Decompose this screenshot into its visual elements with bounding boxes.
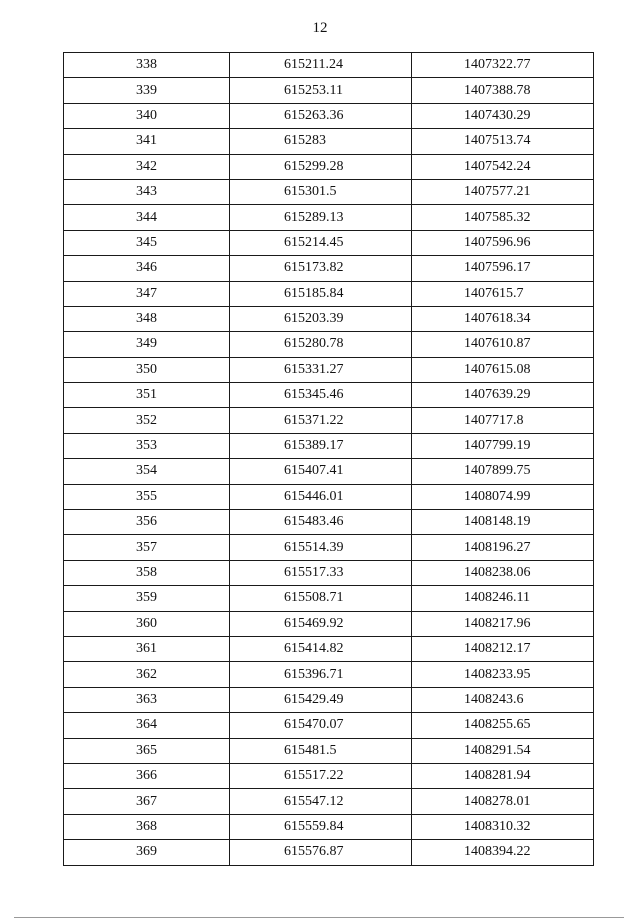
table-row	[64, 256, 594, 281]
point-number-cell: 367	[64, 789, 230, 814]
table-row	[64, 78, 594, 103]
table-row	[64, 636, 594, 661]
table-row	[64, 154, 594, 179]
y-coordinate-cell: 1407899.75	[412, 459, 594, 484]
table-row	[64, 662, 594, 687]
point-number-cell: 368	[64, 814, 230, 839]
point-number-cell: 358	[64, 560, 230, 585]
point-number-cell: 347	[64, 281, 230, 306]
y-coordinate-cell: 1408233.95	[412, 662, 594, 687]
y-coordinate-cell: 1407542.24	[412, 154, 594, 179]
point-number-cell: 344	[64, 205, 230, 230]
y-coordinate-cell: 1407596.17	[412, 256, 594, 281]
table-row	[64, 814, 594, 839]
x-coordinate-cell: 615289.13	[230, 205, 412, 230]
x-coordinate-cell: 615280.78	[230, 332, 412, 357]
x-coordinate-cell: 615331.27	[230, 357, 412, 382]
x-coordinate-cell: 615214.45	[230, 230, 412, 255]
x-coordinate-cell: 615429.49	[230, 687, 412, 712]
table-row	[64, 357, 594, 382]
x-coordinate-cell: 615481.5	[230, 738, 412, 763]
point-number-cell: 352	[64, 408, 230, 433]
x-coordinate-cell: 615517.33	[230, 560, 412, 585]
y-coordinate-cell: 1408291.54	[412, 738, 594, 763]
y-coordinate-cell: 1408217.96	[412, 611, 594, 636]
table-row	[64, 789, 594, 814]
y-coordinate-cell: 1407430.29	[412, 103, 594, 128]
x-coordinate-cell: 615508.71	[230, 586, 412, 611]
table-row	[64, 53, 594, 78]
x-coordinate-cell: 615407.41	[230, 459, 412, 484]
table-row	[64, 763, 594, 788]
table-row	[64, 738, 594, 763]
point-number-cell: 345	[64, 230, 230, 255]
y-coordinate-cell: 1408074.99	[412, 484, 594, 509]
y-coordinate-cell: 1408278.01	[412, 789, 594, 814]
y-coordinate-cell: 1408281.94	[412, 763, 594, 788]
y-coordinate-cell: 1407799.19	[412, 433, 594, 458]
table-row	[64, 459, 594, 484]
point-number-cell: 365	[64, 738, 230, 763]
point-number-cell: 343	[64, 179, 230, 204]
x-coordinate-cell: 615470.07	[230, 713, 412, 738]
y-coordinate-cell: 1408394.22	[412, 840, 594, 865]
x-coordinate-cell: 615173.82	[230, 256, 412, 281]
y-coordinate-cell: 1407388.78	[412, 78, 594, 103]
y-coordinate-cell: 1407610.87	[412, 332, 594, 357]
y-coordinate-cell: 1407322.77	[412, 53, 594, 78]
x-coordinate-cell: 615514.39	[230, 535, 412, 560]
table-row	[64, 230, 594, 255]
x-coordinate-cell: 615283	[230, 129, 412, 154]
point-number-cell: 354	[64, 459, 230, 484]
y-coordinate-cell: 1407615.7	[412, 281, 594, 306]
table-row	[64, 306, 594, 331]
x-coordinate-cell: 615301.5	[230, 179, 412, 204]
y-coordinate-cell: 1407639.29	[412, 383, 594, 408]
x-coordinate-cell: 615517.22	[230, 763, 412, 788]
point-number-cell: 357	[64, 535, 230, 560]
point-number-cell: 341	[64, 129, 230, 154]
x-coordinate-cell: 615345.46	[230, 383, 412, 408]
table-row	[64, 433, 594, 458]
point-number-cell: 340	[64, 103, 230, 128]
point-number-cell: 356	[64, 510, 230, 535]
x-coordinate-cell: 615483.46	[230, 510, 412, 535]
x-coordinate-cell: 615389.17	[230, 433, 412, 458]
table-row	[64, 611, 594, 636]
x-coordinate-cell: 615446.01	[230, 484, 412, 509]
x-coordinate-cell: 615414.82	[230, 636, 412, 661]
y-coordinate-cell: 1408310.32	[412, 814, 594, 839]
table-body	[64, 53, 594, 866]
y-coordinate-cell: 1407513.74	[412, 129, 594, 154]
x-coordinate-cell: 615299.28	[230, 154, 412, 179]
table-row	[64, 129, 594, 154]
x-coordinate-cell: 615253.11	[230, 78, 412, 103]
x-coordinate-cell: 615371.22	[230, 408, 412, 433]
table-row	[64, 510, 594, 535]
y-coordinate-cell: 1407596.96	[412, 230, 594, 255]
point-number-cell: 342	[64, 154, 230, 179]
table-row	[64, 332, 594, 357]
point-number-cell: 348	[64, 306, 230, 331]
table-row	[64, 840, 594, 865]
point-number-cell: 369	[64, 840, 230, 865]
page-number: 12	[312, 20, 328, 36]
table-row	[64, 687, 594, 712]
x-coordinate-cell: 615185.84	[230, 281, 412, 306]
point-number-cell: 360	[64, 611, 230, 636]
y-coordinate-cell: 1407615.08	[412, 357, 594, 382]
page-bottom-edge	[14, 917, 624, 918]
y-coordinate-cell: 1407577.21	[412, 179, 594, 204]
point-number-cell: 338	[64, 53, 230, 78]
x-coordinate-cell: 615547.12	[230, 789, 412, 814]
table-row	[64, 484, 594, 509]
point-number-cell: 362	[64, 662, 230, 687]
y-coordinate-cell: 1408212.17	[412, 636, 594, 661]
y-coordinate-cell: 1408246.11	[412, 586, 594, 611]
x-coordinate-cell: 615396.71	[230, 662, 412, 687]
point-number-cell: 353	[64, 433, 230, 458]
y-coordinate-cell: 1407618.34	[412, 306, 594, 331]
table-row	[64, 103, 594, 128]
x-coordinate-cell: 615211.24	[230, 53, 412, 78]
point-number-cell: 355	[64, 484, 230, 509]
point-number-cell: 346	[64, 256, 230, 281]
y-coordinate-cell: 1408243.6	[412, 687, 594, 712]
y-coordinate-cell: 1407717.8	[412, 408, 594, 433]
point-number-cell: 350	[64, 357, 230, 382]
table-row	[64, 560, 594, 585]
point-number-cell: 366	[64, 763, 230, 788]
point-number-cell: 361	[64, 636, 230, 661]
point-number-cell: 351	[64, 383, 230, 408]
table-row	[64, 383, 594, 408]
y-coordinate-cell: 1408148.19	[412, 510, 594, 535]
point-number-cell: 359	[64, 586, 230, 611]
table-row	[64, 713, 594, 738]
y-coordinate-cell: 1408238.06	[412, 560, 594, 585]
y-coordinate-cell: 1408196.27	[412, 535, 594, 560]
table-row	[64, 179, 594, 204]
x-coordinate-cell: 615469.92	[230, 611, 412, 636]
x-coordinate-cell: 615263.36	[230, 103, 412, 128]
coordinates-table	[63, 52, 594, 866]
table-row	[64, 586, 594, 611]
x-coordinate-cell: 615576.87	[230, 840, 412, 865]
point-number-cell: 339	[64, 78, 230, 103]
table-row	[64, 205, 594, 230]
x-coordinate-cell: 615559.84	[230, 814, 412, 839]
y-coordinate-cell: 1408255.65	[412, 713, 594, 738]
table-row	[64, 408, 594, 433]
y-coordinate-cell: 1407585.32	[412, 205, 594, 230]
table-row	[64, 535, 594, 560]
point-number-cell: 363	[64, 687, 230, 712]
point-number-cell: 364	[64, 713, 230, 738]
x-coordinate-cell: 615203.39	[230, 306, 412, 331]
table-row	[64, 281, 594, 306]
point-number-cell: 349	[64, 332, 230, 357]
